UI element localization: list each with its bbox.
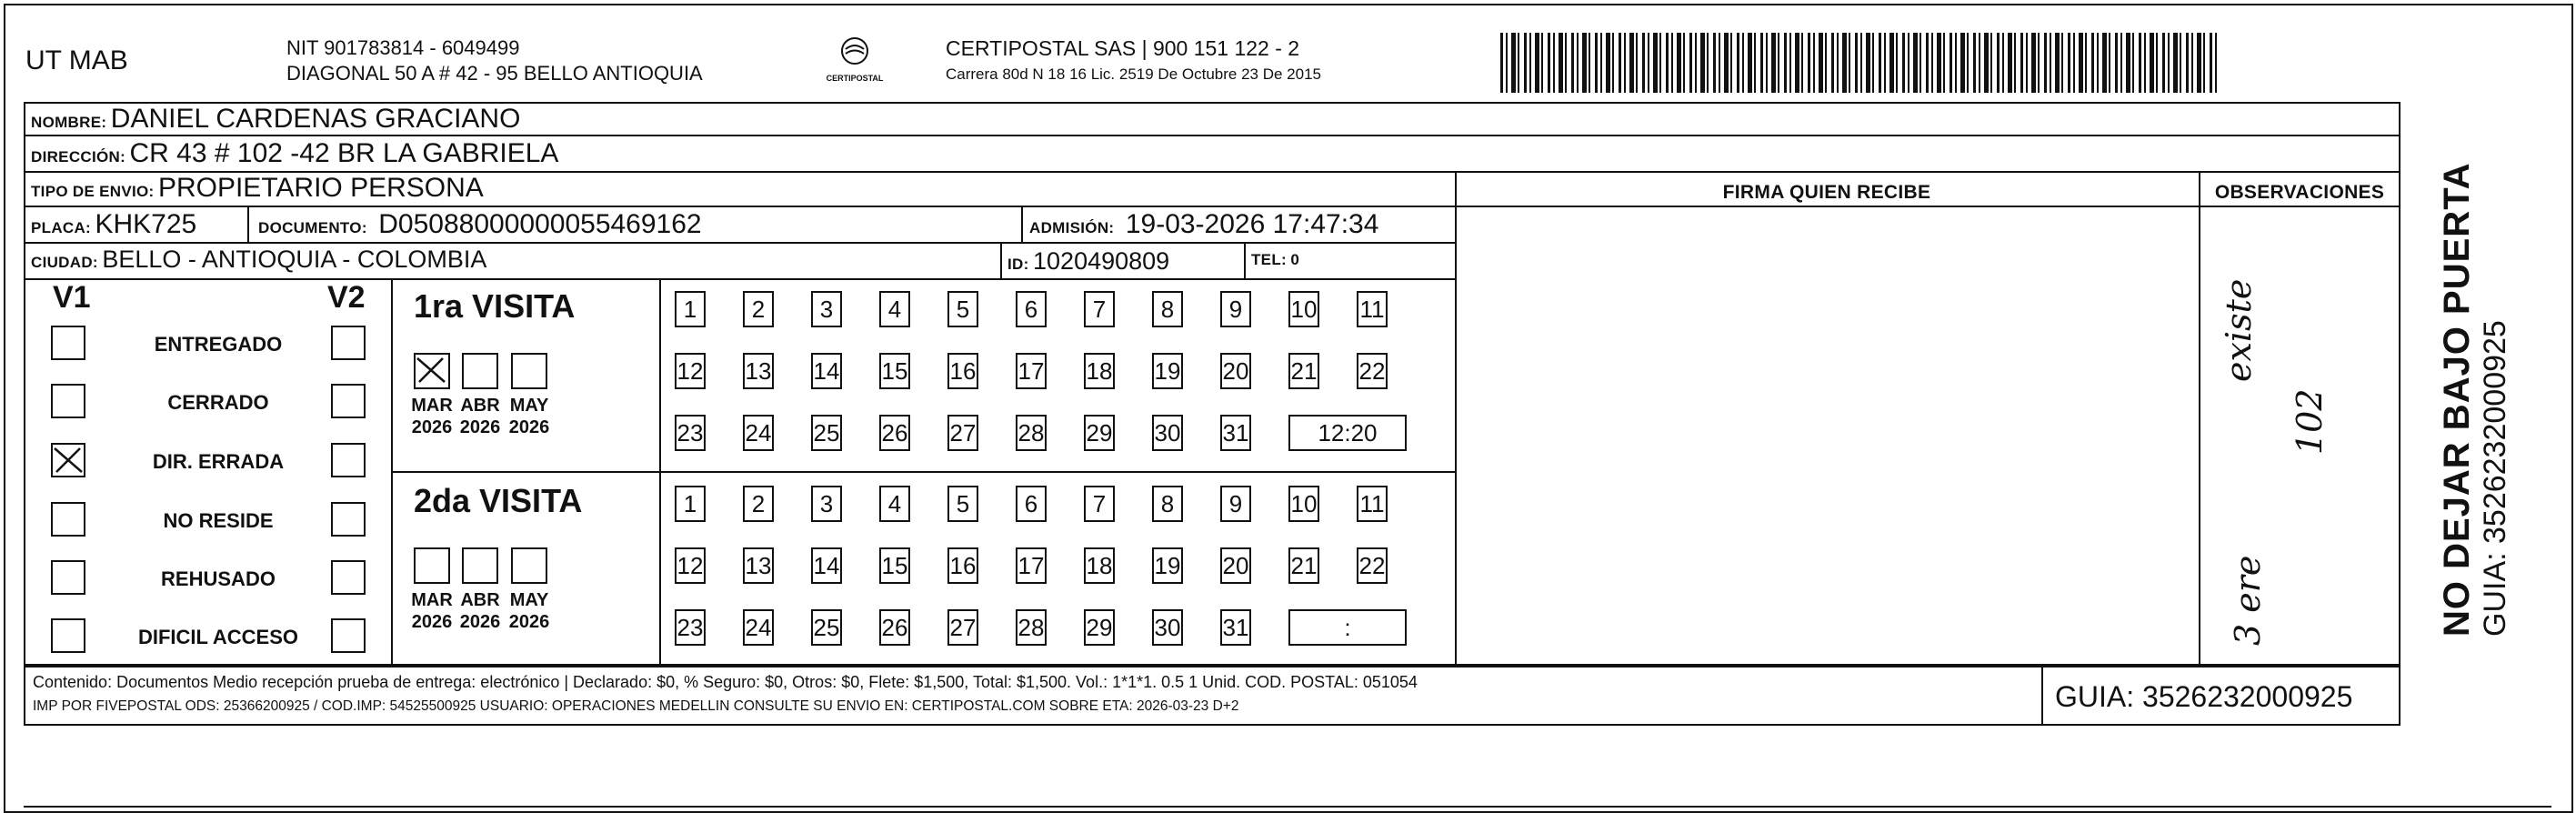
day-box[interactable]: 21 [1288,353,1319,389]
day-box[interactable]: 28 [1016,609,1047,646]
v1-header: V1 [53,280,91,315]
divider [1000,242,1002,278]
divider [2199,171,2200,666]
name-label: NOMBRE: [31,114,107,131]
day-box[interactable]: 26 [879,415,910,451]
day-box[interactable]: 14 [811,353,842,389]
month-label [409,395,455,438]
month-checkbox[interactable] [414,353,450,389]
carrier-address: Carrera 80d N 18 16 Lic. 2519 De Octubre 23 De 2015 [946,65,1321,83]
day-box[interactable]: 29 [1084,609,1115,646]
day-box[interactable]: 18 [1084,353,1115,389]
time-box[interactable]: 12:20 [1288,415,1407,451]
tel-value: 0 [1290,251,1300,268]
day-box[interactable]: 18 [1084,547,1115,584]
day-box[interactable]: 1 [675,291,706,327]
day-box[interactable]: 14 [811,547,842,584]
footer-print-info: IMP POR FIVEPOSTAL ODS: 25366200925 / COD.IMP: 54525500925 USUARIO: OPERACIONES MEDELLIN CONSULTE SU ENVIO EN: CERTIPOSTAL.COM SOBRE ETA: 2026-03-23 D+2 [33,698,1239,714]
v1-checkbox[interactable] [51,384,85,418]
v2-checkbox[interactable] [331,443,366,477]
logo-icon [837,36,873,69]
plate-label: PLACA: [31,219,92,236]
observations-header: OBSERVACIONES [2214,182,2385,203]
time-box[interactable]: : [1288,609,1407,646]
month-label [409,589,455,633]
day-box[interactable]: 11 [1357,486,1388,522]
day-box[interactable]: 17 [1016,353,1047,389]
signature-header: FIRMA QUIEN RECIBE [1722,182,1931,203]
v2-checkbox[interactable] [331,384,366,418]
name-row [31,104,520,135]
day-box[interactable]: 6 [1016,486,1047,522]
carrier-name: CERTIPOSTAL SAS | 900 151 122 - 2 [946,36,1300,60]
shipment-type: PROPIETARIO PERSONA [157,173,484,203]
divider [24,806,2551,808]
day-box[interactable]: 30 [1152,609,1183,646]
company-name: UT MAB [25,45,128,75]
day-box[interactable]: 3 [811,486,842,522]
day-box[interactable]: 22 [1357,353,1388,389]
month-label [457,589,503,633]
day-box[interactable]: 6 [1016,291,1047,327]
certipostal-logo [823,36,887,91]
divider [391,471,1455,473]
month-name: MAY [509,396,549,416]
recipient-name: DANIEL CARDENAS GRACIANO [110,104,521,134]
day-box[interactable]: 8 [1152,291,1183,327]
day-box[interactable]: 24 [743,415,774,451]
v1-checkbox[interactable] [51,560,85,595]
day-box[interactable]: 4 [879,291,910,327]
day-box[interactable]: 9 [1220,486,1251,522]
city-value: BELLO - ANTIOQUIA - COLOMBIA [102,246,487,273]
company-nit: NIT 901783814 - 6049499 [286,36,520,59]
status-reason-label: CERRADO [167,391,269,414]
document-value: D05088000000055469162 [378,209,702,239]
day-box[interactable]: 17 [1016,547,1047,584]
divider [24,135,2401,136]
day-box[interactable]: 21 [1288,547,1319,584]
day-box[interactable]: 31 [1220,415,1251,451]
month-label [457,395,503,438]
month-checkbox[interactable] [511,547,547,584]
city-field [31,246,486,274]
divider [247,206,249,242]
month-year: 2026 [459,417,501,437]
tel-label: TEL: [1251,251,1287,268]
day-box[interactable]: 8 [1152,486,1183,522]
status-reason-label: NO RESIDE [163,509,274,532]
visit1-title: 1ra VISITA [414,287,576,325]
logo-text: CERTIPOSTAL [826,74,884,83]
day-box[interactable]: 26 [879,609,910,646]
side-warning [2437,127,2513,637]
day-box[interactable]: 19 [1152,353,1183,389]
divider [1021,206,1023,242]
document-field [258,209,702,240]
document-label: DOCUMENTO: [258,219,367,236]
month-checkbox[interactable] [462,353,498,389]
day-box[interactable]: 29 [1084,415,1115,451]
day-box[interactable]: 3 [811,291,842,327]
v2-header: V2 [327,280,366,315]
city-label: CIUDAD: [31,254,98,271]
status-reason-label: REHUSADO [161,567,276,590]
day-box[interactable]: 27 [947,415,978,451]
address-row [31,138,558,169]
company-address: DIAGONAL 50 A # 42 - 95 BELLO ANTIOQUIA [286,62,703,85]
day-box[interactable]: 12 [675,547,706,584]
divider [24,206,2401,207]
handwritten-note: 3 ere [2228,555,2268,646]
v1-checkbox[interactable] [51,326,85,360]
month-year: 2026 [411,417,453,437]
day-box[interactable]: 28 [1016,415,1047,451]
divider [24,278,1456,280]
no-dejar-text: NO DEJAR BAJO PUERTA [2437,162,2477,637]
day-box[interactable]: 1 [675,486,706,522]
month-checkbox[interactable] [511,353,547,389]
month-label [506,589,552,633]
day-box[interactable]: 4 [879,486,910,522]
month-name: MAR [411,590,453,610]
admission-field [1029,209,1378,240]
month-name: MAR [411,396,453,416]
v2-checkbox[interactable] [331,326,366,360]
month-name: ABR [460,590,500,610]
day-box[interactable]: 27 [947,609,978,646]
divider [2041,666,2043,726]
status-reason-label: DIFICIL ACCESO [137,626,298,648]
month-name: MAY [509,590,549,610]
day-box[interactable]: 5 [947,486,978,522]
v2-checkbox[interactable] [331,502,366,537]
handwritten-note: existe [2219,278,2259,382]
month-name: ABR [460,396,500,416]
status-reason-label: ENTREGADO [154,333,283,356]
handwritten-note: 102 [2290,388,2330,455]
admission-label: ADMISIÓN: [1029,219,1115,236]
day-box[interactable]: 10 [1288,291,1319,327]
day-box[interactable]: 31 [1220,609,1251,646]
month-year: 2026 [411,612,453,632]
side-guia: GUIA: 3526232000925 [2478,320,2512,637]
day-box[interactable]: 15 [879,547,910,584]
day-box[interactable]: 19 [1152,547,1183,584]
footer-content: Contenido: Documentos Medio recepción prueba de entrega: electrónico | Declarado: $0, % Seguro: $0, Otros: $0, Flete: $1,500, Total: $1,500. Vol.: 1*1*1. 0.5 1 Unid. COD. POSTAL: 051054 [33,673,1418,691]
plate-field [31,209,196,240]
day-box[interactable]: 11 [1357,291,1388,327]
status-reason-label: DIR. ERRADA [152,450,285,473]
day-box[interactable]: 23 [675,415,706,451]
v2-checkbox[interactable] [331,560,366,595]
day-box[interactable]: 9 [1220,291,1251,327]
recipient-address: CR 43 # 102 -42 BR LA GABRIELA [129,138,559,168]
month-year: 2026 [459,612,501,632]
day-box[interactable]: 20 [1220,547,1251,584]
day-box[interactable]: 24 [743,609,774,646]
day-box[interactable]: 23 [675,609,706,646]
id-field [1007,247,1169,276]
footer-guia: GUIA: 3526232000925 [2055,680,2353,713]
v1-checkbox[interactable] [51,618,85,653]
day-box[interactable]: 22 [1357,547,1388,584]
month-year: 2026 [508,612,550,632]
day-box[interactable]: 30 [1152,415,1183,451]
admission-value: 19-03-2026 17:47:34 [1125,209,1379,239]
day-box[interactable]: 12 [675,353,706,389]
month-checkbox[interactable] [414,547,450,584]
day-box[interactable]: 13 [743,353,774,389]
day-box[interactable]: 25 [811,415,842,451]
v1-checkbox[interactable] [51,443,85,477]
address-label: DIRECCIÓN: [31,148,126,166]
day-box[interactable]: 13 [743,547,774,584]
id-label: ID: [1007,256,1029,273]
divider [1244,242,1246,278]
day-box[interactable]: 15 [879,353,910,389]
day-box[interactable]: 10 [1288,486,1319,522]
divider [24,242,1456,244]
id-value: 1020490809 [1033,247,1170,275]
day-box[interactable]: 7 [1084,486,1115,522]
day-box[interactable]: 16 [947,547,978,584]
month-year: 2026 [508,417,550,437]
month-label [506,395,552,438]
v1-checkbox[interactable] [51,502,85,537]
day-box[interactable]: 7 [1084,291,1115,327]
day-box[interactable]: 2 [743,486,774,522]
visit2-title: 2da VISITA [414,482,583,519]
type-label: TIPO DE ENVIO: [31,183,155,200]
type-row [31,173,484,204]
tel-field [1251,251,1299,269]
day-box[interactable]: 5 [947,291,978,327]
v2-checkbox[interactable] [331,618,366,653]
month-checkbox[interactable] [462,547,498,584]
barcode [1500,33,2217,93]
plate-value: KHK725 [95,209,197,239]
day-box[interactable]: 25 [811,609,842,646]
day-box[interactable]: 20 [1220,353,1251,389]
divider [1455,171,1457,666]
day-box[interactable]: 2 [743,291,774,327]
day-box[interactable]: 16 [947,353,978,389]
